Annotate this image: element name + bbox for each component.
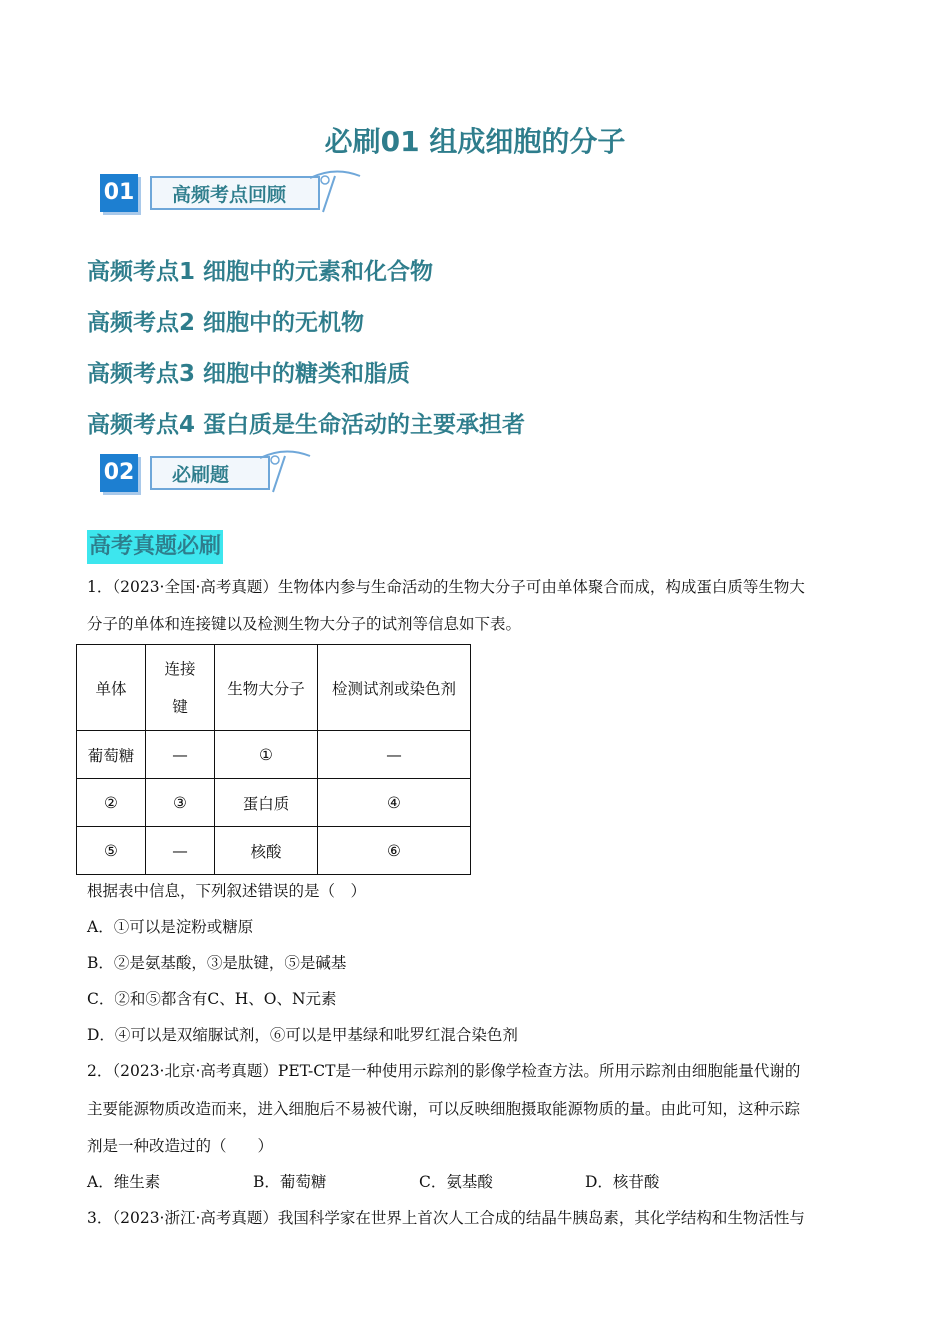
table-header: 单体 [77,645,146,731]
table-cell: 蛋白质 [215,779,318,827]
q1-text-line: 分子的单体和连接键以及检测生物大分子的试剂等信息如下表。 [87,615,522,633]
q3-text-line: 3．（2023·浙江·高考真题）我国科学家在世界上首次人工合成的结晶牛胰岛素，其化学结构和生物活性与 [87,1209,805,1227]
swirl-icon [255,448,315,498]
table-cell: — [146,827,215,875]
q1-stem: 根据表中信息，下列叙述错误的是（ ） [87,882,367,900]
table-cell: — [318,731,471,779]
section-banner-2 [100,454,300,498]
table-cell: ④ [318,779,471,827]
table-cell: ⑤ [77,827,146,875]
banner-label: 必刷题 [150,456,270,490]
swirl-icon [305,168,365,218]
table-cell: ③ [146,779,215,827]
q1-text-line: 1．（2023·全国·高考真题）生物体内参与生命活动的生物大分子可由单体聚合而成，构成蛋白质等生物大 [87,578,805,596]
table-header-part: 键 [172,697,188,716]
q2-text-line: 2．（2023·北京·高考真题）PET-CT是一种使用示踪剂的影像学检查方法。所用示踪剂由细胞能量代谢的 [87,1062,801,1080]
table-row [77,779,471,827]
table-header: 生物大分子 [215,645,318,731]
q2-text-line: 剂是一种改造过的（ ） [87,1137,274,1155]
topic-1: 高频考点1 细胞中的元素和化合物 [87,259,434,285]
q2-option-a: A．维生素 [87,1173,161,1191]
section-heading: 高考真题必刷 [87,530,223,564]
table-cell: 葡萄糖 [77,731,146,779]
q1-option-b: B．②是氨基酸，③是肽键，⑤是碱基 [87,954,347,972]
topic-3: 高频考点3 细胞中的糖类和脂质 [87,361,411,387]
q1-option-a: A．①可以是淀粉或糖原 [87,918,254,936]
table-row [77,827,471,875]
data-table [76,644,471,875]
banner-label: 高频考点回顾 [150,176,320,210]
table-cell: ① [215,731,318,779]
table-header-part: 连接 [164,659,196,678]
q1-option-d: D．④可以是双缩脲试剂，⑥可以是甲基绿和吡罗红混合染色剂 [87,1026,518,1044]
q2-option-b: B．葡萄糖 [253,1173,327,1191]
table-cell: ⑥ [318,827,471,875]
q2-option-c: C．氨基酸 [419,1173,493,1191]
page-title: 必刷01 组成细胞的分子 [324,125,626,158]
table-header: 检测试剂或染色剂 [318,645,471,731]
table-cell: 核酸 [215,827,318,875]
table-row [77,731,471,779]
q2-options [87,1170,659,1192]
table-cell: — [146,731,215,779]
q2-text-line: 主要能源物质改造而来，进入细胞后不易被代谢，可以反映细胞摄取能源物质的量。由此可知，这种示踪 [87,1100,801,1118]
topic-2: 高频考点2 细胞中的无机物 [87,310,365,336]
table-header [146,645,215,731]
topic-4: 高频考点4 蛋白质是生命活动的主要承担者 [87,412,526,438]
table-cell: ② [77,779,146,827]
q2-option-d: D．核苷酸 [585,1173,660,1191]
banner-number: 01 [100,174,138,212]
banner-number: 02 [100,454,138,492]
q1-option-c: C．②和⑤都含有C、H、O、N元素 [87,990,337,1008]
section-banner-1 [100,174,360,218]
